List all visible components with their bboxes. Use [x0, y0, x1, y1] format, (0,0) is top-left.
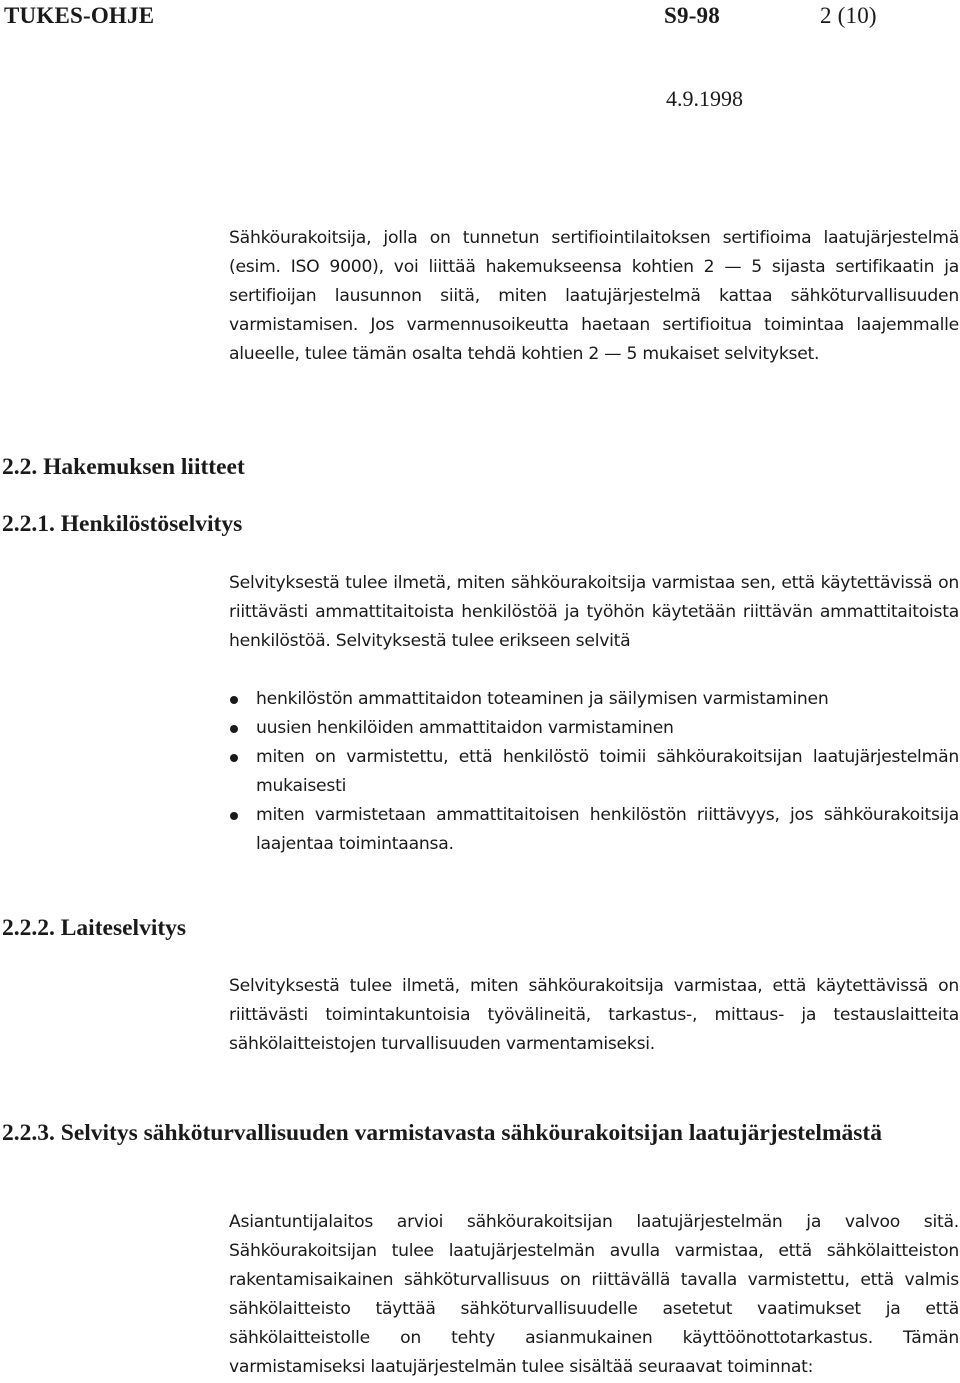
list-item [229, 801, 959, 859]
list-item [229, 685, 959, 714]
section-heading-hakemuksen-liitteet: 2.2. Hakemuksen liitteet [2, 454, 245, 480]
section-heading-laiteselvitys: 2.2.2. Laiteselvitys [2, 915, 187, 941]
laatujarjestelma-paragraph: Asiantuntijalaitos arvioi sähköurakoitsijan laatujärjestelmän ja valvoo sitä. Sähköurakoitsijan tulee laatujärjestelmän avulla varmistaa, että sähkölaitteiston rakentamisaikainen sähköturvallisuus on riittävällä tavalla varmistettu, että valmis sähkölaitteisto täyttää sähköturvallisuudelle asetetut vaatimukset ja että sähkölaitteistolle on tehty asianmukainen käyttöönottotarkastus. Tämän varmistamiseksi laatujärjestelmän tulee sisältää seuraavat toiminnat: [229, 1212, 959, 1377]
list-item-text: henkilöstön ammattitaidon toteaminen ja säilymisen varmistaminen [256, 689, 829, 709]
bullet-icon [230, 812, 238, 820]
henkilostoselvitys-list [229, 685, 959, 859]
page-number: 2 (10) [820, 3, 877, 28]
list-item-text: miten varmistetaan ammattitaitoisen henkilöstön riittävyys, jos sähköurakoitsija laajentaa toimintaansa. [256, 805, 959, 854]
henkilostoselvitys-paragraph: Selvityksestä tulee ilmetä, miten sähköurakoitsija varmistaa sen, että käytettävissä on riittävästi ammattitaitoista henkilöstöä ja työhön käytetään riittävän ammattitaitoista henkilöstöä. Selvityksestä tulee erikseen selvitä [229, 573, 959, 651]
bullet-icon [230, 754, 238, 762]
list-item [229, 743, 959, 801]
laiteselvitys-paragraph: Selvityksestä tulee ilmetä, miten sähköurakoitsija varmistaa, että käytettävissä on riittävästi toimintakuntoisia työvälineitä, tarkastus-, mittaus- ja testauslaitteita sähkölaitteistojen turvallisuuden varmentamiseksi. [229, 976, 959, 1054]
section-heading-laatujarjestelma: 2.2.3. Selvitys sähköturvallisuuden varmistavasta sähköurakoitsijan laatujärjestelmästä [2, 1120, 882, 1146]
bullet-icon [230, 696, 238, 704]
bullet-icon [230, 725, 238, 733]
document-code: S9-98 [664, 3, 720, 28]
list-item [229, 714, 959, 743]
section-heading-henkilostoselvitys: 2.2.1. Henkilöstöselvitys [2, 511, 243, 537]
list-item-text: uusien henkilöiden ammattitaidon varmistaminen [256, 718, 674, 738]
intro-paragraph: Sähköurakoitsija, jolla on tunnetun sertifiointilaitoksen sertifioima laatujärjestelmä (esim. ISO 9000), voi liittää hakemukseensa kohtien 2 — 5 sijasta sertifikaatin ja sertifioijan lausunnon siitä, miten laatujärjestelmä kattaa sähköturvallisuuden varmistamisen. Jos varmennusoikeutta haetaan sertifioitua toimintaa laajemmalle alueelle, tulee tämän osalta tehdä kohtien 2 — 5 mukaiset selvitykset. [229, 228, 959, 364]
document-date: 4.9.1998 [666, 86, 743, 111]
list-item-text: miten on varmistettu, että henkilöstö toimii sähköurakoitsijan laatujärjestelmän mukaisesti [256, 747, 959, 796]
document-title: TUKES-OHJE [4, 3, 155, 28]
